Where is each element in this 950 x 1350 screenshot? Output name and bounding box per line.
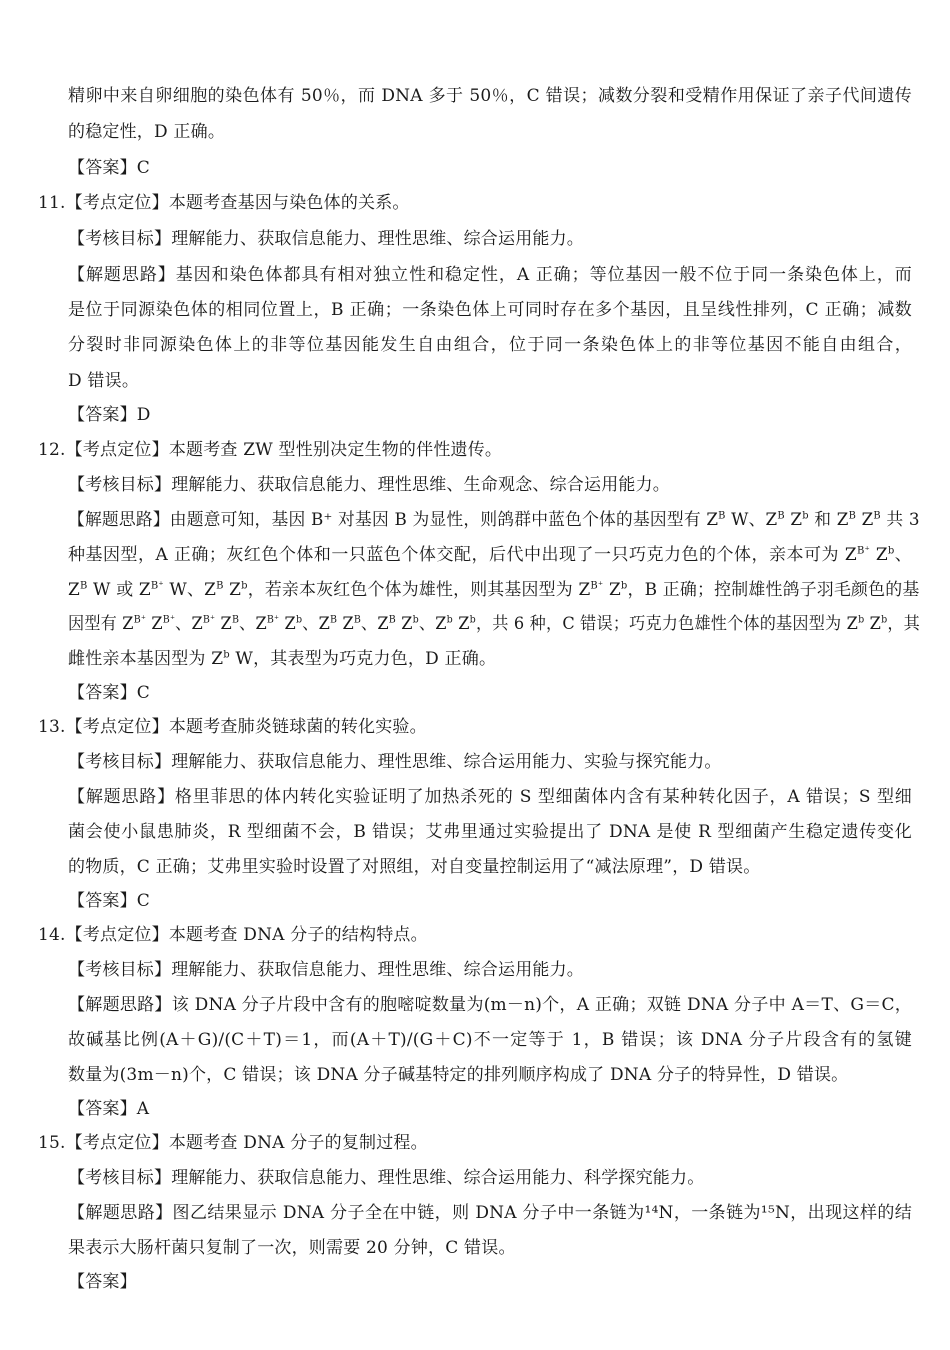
text-line: 【考核目标】理解能力、获取信息能力、理性思维、综合运用能力。 — [68, 960, 584, 980]
text-line: 的物质，C 正确；艾弗里实验时设置了对照组，对自变量控制运用了“减法原理”，D 错误。 — [68, 857, 761, 877]
text-line: 【解题思路】基因和染色体都具有相对独立性和稳定性，A 正确；等位基因一般不位于同一条染色体上，而 — [68, 265, 912, 285]
text-line: 的稳定性，D 正确。 — [68, 122, 226, 142]
answer-line: 【答案】C — [68, 891, 151, 911]
text-line: 雌性亲本基因型为 $Z^b$ W，其表型为巧克力色，D 正确。 — [68, 649, 497, 669]
text-line: 是位于同源染色体的相同位置上，B 正确；一条染色体上可同时存在多个基因，且呈线性排列，C 正确；减数 — [68, 300, 912, 320]
answer-line: 【答案】 — [68, 1272, 137, 1292]
text-line: 种基因型，A 正确；灰红色个体和一只蓝色个体交配，后代中出现了一只巧克力色的个体，亲本可为 $Z^{B^+}$ $Z^b$、 — [68, 545, 913, 565]
text-line: 菌会使小鼠患肺炎，R 型细菌不会，B 错误；艾弗里通过实验提出了 DNA 是使 R 型细菌产生稳定遗传变化 — [68, 822, 912, 842]
question-heading: 13.【考点定位】本题考查肺炎链球菌的转化实验。 — [38, 717, 427, 737]
text-line: 【考核目标】理解能力、获取信息能力、理性思维、生命观念、综合运用能力。 — [68, 475, 670, 495]
text-line: 故碱基比例(A＋G)/(C＋T)＝1，而(A＋T)/(G＋C)不一定等于 1，B 错误；该 DNA 分子片段含有的氢键 — [68, 1030, 912, 1050]
text-line: 【解题思路】格里菲思的体内转化实验证明了加热杀死的 S 型细菌体内含有某种转化因子，A 错误；S 型细 — [68, 787, 912, 807]
text-line: 因型有 $Z^{B^+}$ $Z^{B^+}$、$Z^{B^+}$ $Z^B$、$Z^{B^+}$ $Z^b$、$Z^B$ $Z^B$、$Z^B$ $Z^b$、$Z^b$ $Z^b$，共 6 种，C 错误；巧克力色雄性个体的基因型为 $Z^b$ $Z^b$，其 — [68, 614, 920, 634]
question-heading: 12.【考点定位】本题考查 ZW 型性别决定生物的伴性遗传。 — [38, 440, 503, 460]
question-heading: 14.【考点定位】本题考查 DNA 分子的结构特点。 — [38, 925, 428, 945]
text-line: 【解题思路】该 DNA 分子片段中含有的胞嘧啶数量为(m－n)个，A 正确；双链 DNA 分子中 A＝T、G＝C， — [68, 995, 912, 1015]
question-heading: 15.【考点定位】本题考查 DNA 分子的复制过程。 — [38, 1133, 428, 1153]
text-line: D 错误。 — [68, 371, 140, 391]
answer-line: 【答案】A — [68, 1099, 150, 1119]
text-line: 【解题思路】图乙结果显示 DNA 分子全在中链，则 DNA 分子中一条链为¹⁴N，一条链为¹⁵N，出现这样的结 — [68, 1203, 912, 1223]
answer-line: 【答案】D — [68, 405, 151, 425]
text-line: 【解题思路】由题意可知，基因 B⁺ 对基因 B 为显性，则鸽群中蓝色个体的基因型有 $Z^B$ W、$Z^B$ $Z^b$ 和 $Z^B$ $Z^B$ 共 3 — [68, 510, 920, 530]
text-line: 【考核目标】理解能力、获取信息能力、理性思维、综合运用能力、实验与探究能力。 — [68, 752, 722, 772]
text-line: 精卵中来自卵细胞的染色体有 50％，而 DNA 多于 50％，C 错误；减数分裂和受精作用保证了亲子代间遗传 — [68, 86, 912, 106]
text-line: 分裂时非同源染色体上的非等位基因能发生自由组合，位于同一条染色体上的非等位基因不能自由组合， — [68, 335, 912, 355]
answer-line: 【答案】C — [68, 158, 151, 178]
text-line: $Z^B$ W 或 $Z^{B^+}$ W、$Z^B$ $Z^b$，若亲本灰红色个体为雄性，则其基因型为 $Z^{B^+}$ $Z^b$，B 正确；控制雄性鸽子羽毛颜色的基 — [68, 580, 920, 600]
text-line: 果表示大肠杆菌只复制了一次，则需要 20 分钟，C 错误。 — [68, 1238, 516, 1258]
question-heading: 11.【考点定位】本题考查基因与染色体的关系。 — [38, 193, 410, 213]
answer-line: 【答案】C — [68, 683, 151, 703]
text-line: 数量为(3m－n)个，C 错误；该 DNA 分子碱基特定的排列顺序构成了 DNA 分子的特异性，D 错误。 — [68, 1065, 849, 1085]
text-line: 【考核目标】理解能力、获取信息能力、理性思维、综合运用能力、科学探究能力。 — [68, 1168, 705, 1188]
text-line: 【考核目标】理解能力、获取信息能力、理性思维、综合运用能力。 — [68, 229, 584, 249]
